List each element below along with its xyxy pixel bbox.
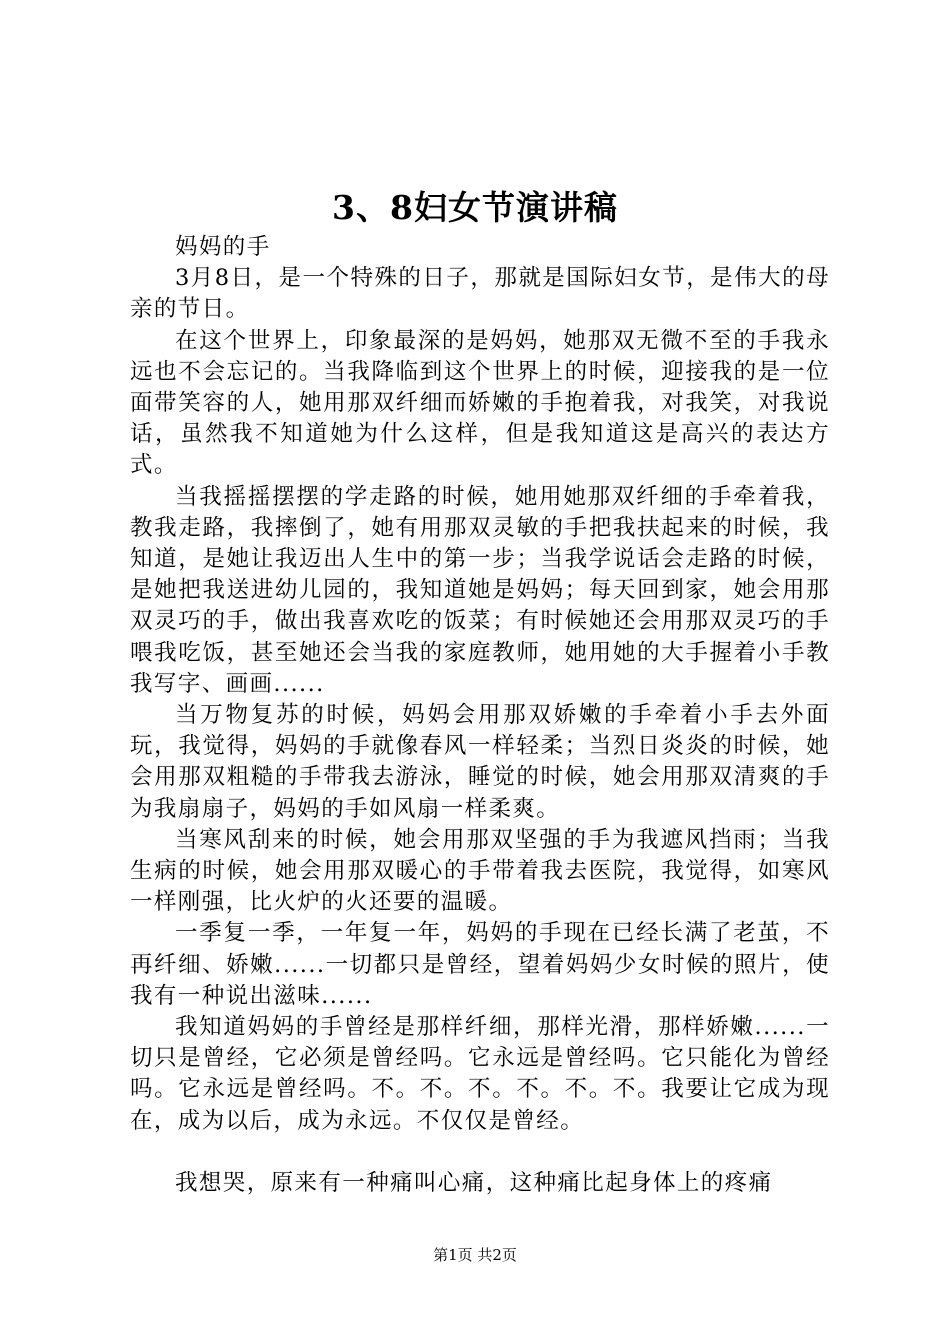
page-footer: 第1页 共2页: [433, 1246, 517, 1264]
document-title: 3、8妇女节演讲稿: [332, 188, 618, 227]
paragraph: 当寒风刮来的时候，她会用那双坚强的手为我遮风挡雨；当我生病的时候，她会用那双暖心的手带着我去医院，我觉得，如寒风一样刚强，比火炉的火还要的温暖。: [130, 826, 830, 916]
paragraph: 我想哭，原来有一种痛叫心痛，这种痛比起身体上的疼痛: [175, 1169, 773, 1196]
paragraph: 在这个世界上，印象最深的是妈妈，她那双无微不至的手我永远也不会忘记的。当我降临到这个世界上的时候，迎接我的是一位面带笑容的人，她用那双纤细而娇嫩的手抱着我，对我笑，对我说话，虽然我不知道她为什么这样，但是我知道这是高兴的表达方式。: [130, 327, 830, 479]
section-subtitle: 妈妈的手: [175, 234, 271, 260]
paragraph: 3月8日，是一个特殊的日子，那就是国际妇女节，是伟大的母亲的节日。: [130, 265, 830, 323]
paragraph: 当万物复苏的时候，妈妈会用那双娇嫩的手牵着小手去外面玩，我觉得，妈妈的手就像春风一样轻柔；当烈日炎炎的时候，她会用那双粗糙的手带我去游泳，睡觉的时候，她会用那双清爽的手为我扇扇子，妈妈的手如风扇一样柔爽。: [130, 702, 830, 822]
paragraph: 当我摇摇摆摆的学走路的时候，她用她那双纤细的手牵着我，教我走路，我摔倒了，她有用那双灵敏的手把我扶起来的时候，我知道，是她让我迈出人生中的第一步；当我学说话会走路的时候，是她把我送进幼儿园的，我知道她是妈妈；每天回到家，她会用那双灵巧的手，做出我喜欢吃的饭菜；有时候她还会用那双灵巧的手喂我吃饭，甚至她还会当我的家庭教师，她用她的大手握着小手教我写字、画画......: [130, 483, 830, 697]
paragraph: 我知道妈妈的手曾经是那样纤细，那样光滑，那样娇嫩......一切只是曾经，它必须是曾经吗。它永远是曾经吗。它只能化为曾经吗。它永远是曾经吗。不。不。不。不。不。不。我要让它成为现在，成为以后，成为永远。不仅仅是曾经。: [130, 1014, 830, 1134]
document-body: [130, 232, 830, 1199]
paragraph: 一季复一季，一年复一年，妈妈的手现在已经长满了老茧，不再纤细、娇嫩......一切都只是曾经，望着妈妈少女时候的照片，使我有一种说出滋味......: [130, 920, 830, 1009]
